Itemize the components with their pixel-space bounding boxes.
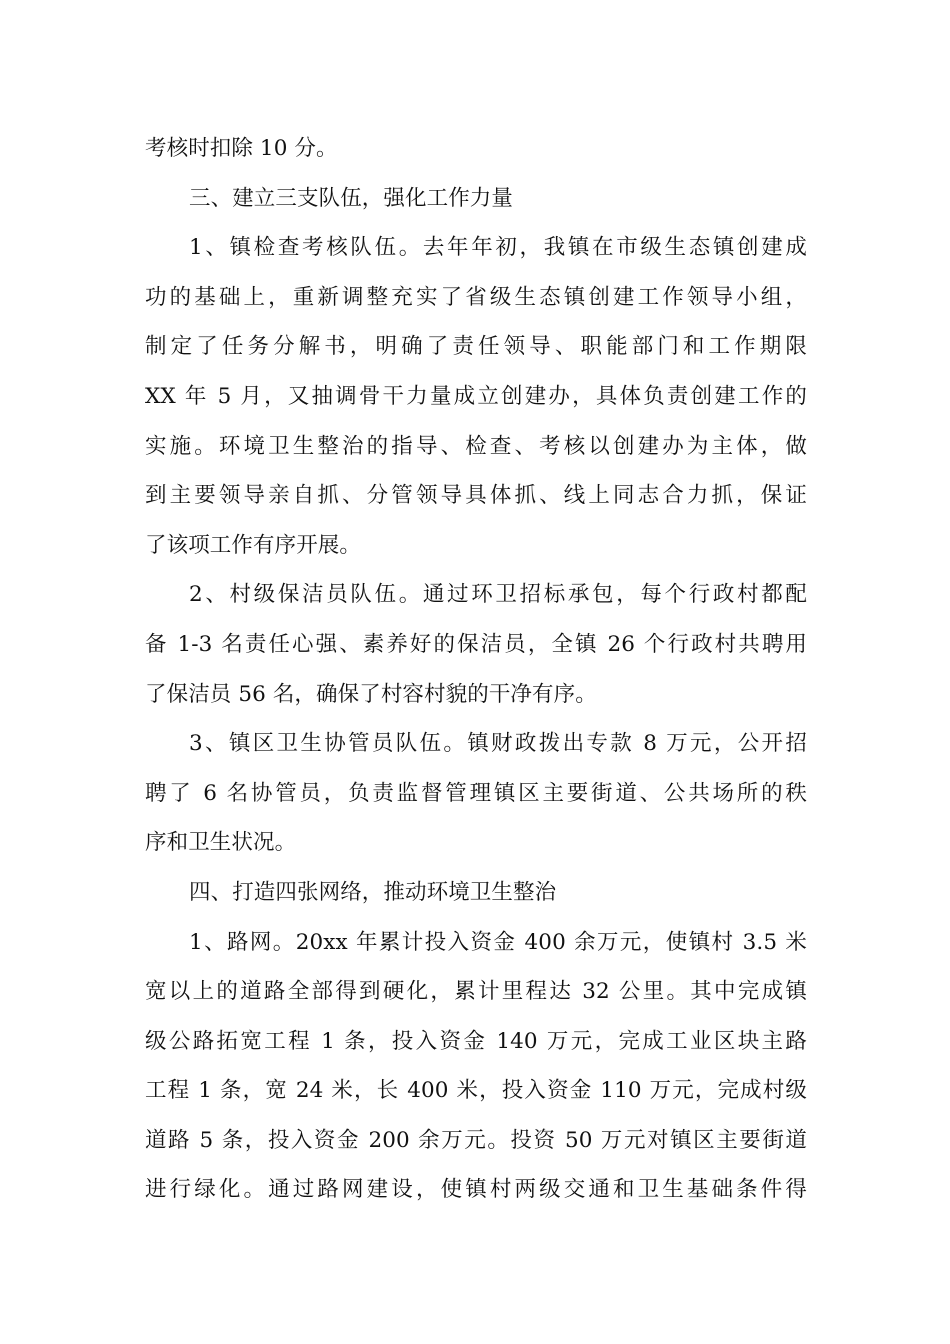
body-line: XX 年 5 月，又抽调骨干力量成立创建办，具体负责创建工作的 [145, 383, 807, 409]
body-line: 了该项工作有序开展。 [145, 532, 362, 558]
body-line: 1、路网。20xx 年累计投入资金 400 余万元，使镇村 3.5 米 [189, 929, 807, 955]
body-line: 备 1-3 名责任心强、素养好的保洁员，全镇 26 个行政村共聘用 [145, 631, 807, 657]
body-line: 制定了任务分解书，明确了责任领导、职能部门和工作期限 [145, 334, 807, 360]
body-line: 聘了 6 名协管员，负责监督管理镇区主要街道、公共场所的秩 [145, 780, 807, 806]
body-line: 到主要领导亲自抓、分管领导具体抓、线上同志合力抓，保证 [145, 483, 807, 509]
body-line: 级公路拓宽工程 1 条，投入资金 140 万元，完成工业区块主路 [145, 1028, 807, 1054]
body-line: 实施。环境卫生整治的指导、检查、考核以创建办为主体，做 [145, 433, 807, 459]
body-line: 1、镇检查考核队伍。去年年初，我镇在市级生态镇创建成 [189, 235, 807, 261]
body-line: 宽以上的道路全部得到硬化，累计里程达 32 公里。其中完成镇 [145, 979, 807, 1005]
body-line: 了保洁员 56 名，确保了村容村貌的干净有序。 [145, 681, 597, 707]
section-heading: 三、建立三支队伍，强化工作力量 [189, 185, 514, 211]
body-line: 道路 5 条，投入资金 200 余万元。投资 50 万元对镇区主要街道 [145, 1127, 807, 1153]
body-line: 进行绿化。通过路网建设，使镇村两级交通和卫生基础条件得 [145, 1177, 807, 1203]
body-line: 考核时扣除 10 分。 [145, 136, 338, 161]
document-body [145, 124, 807, 1215]
body-line: 2、村级保洁员队伍。通过环卫招标承包，每个行政村都配 [189, 582, 807, 608]
body-line: 功的基础上，重新调整充实了省级生态镇创建工作领导小组， [145, 284, 807, 310]
body-line: 工程 1 条，宽 24 米，长 400 米，投入资金 110 万元，完成村级 [145, 1078, 807, 1104]
body-line: 序和卫生状况。 [145, 830, 297, 856]
body-line: 3、镇区卫生协管员队伍。镇财政拨出专款 8 万元，公开招 [189, 731, 807, 757]
section-heading: 四、打造四张网络，推动环境卫生整治 [189, 879, 557, 905]
